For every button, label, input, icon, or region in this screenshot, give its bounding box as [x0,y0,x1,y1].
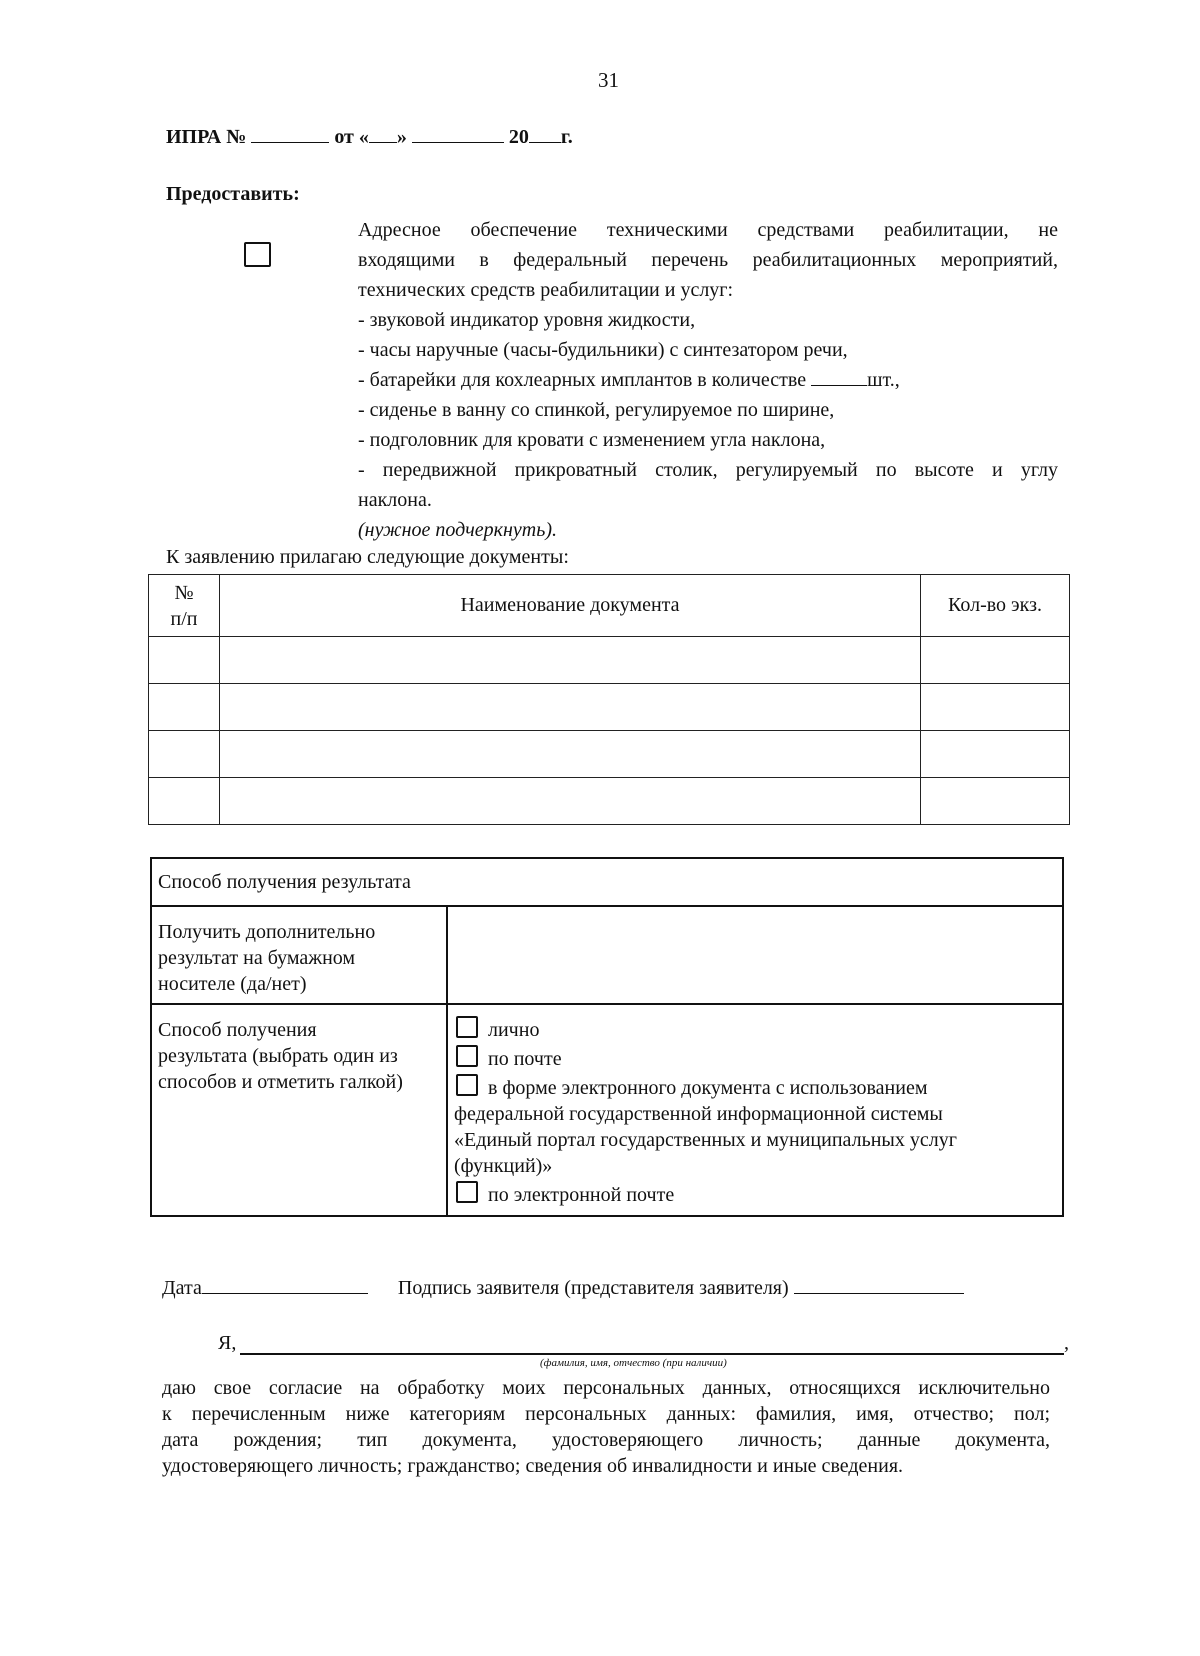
electronic-checkbox[interactable] [456,1074,478,1096]
provide-line: Адресное обеспечение техническими средствами реабилитации, не [358,219,1058,241]
provide-line: - сиденье в ванну со спинкой, регулируемое по ширине, [358,399,835,421]
consent-text [162,1375,1050,1479]
table-cell[interactable] [149,684,220,731]
electronic-option-line4: (функций)» [454,1155,553,1177]
table-row [149,731,1070,778]
method-label-line: способов и отметить галкой) [158,1071,403,1093]
provide-line: - звуковой индикатор уровня жидкости, [358,309,696,331]
table-cell[interactable] [220,778,921,825]
battery-unit: шт., [867,369,900,391]
provide-line: - часы наручные (часы-будильники) с синтезатором речи, [358,339,848,361]
provide-line: входящими в федеральный перечень реабилитационных мероприятий, [358,249,1058,271]
battery-quantity-field[interactable] [811,365,867,386]
electronic-option-line2: федеральной государственной информационной системы [454,1103,943,1125]
ipra-quote-close: » [396,126,407,148]
consent-line: даю свое согласие на обработку моих персональных данных, относящихся исключительно [162,1377,1050,1399]
electronic-option-line3: «Единый портал государственных и муниципальных услуг [454,1129,957,1151]
ipra-header [166,122,573,149]
provide-checkbox[interactable] [244,242,271,267]
col-count-header: Кол-во экз. [921,575,1070,637]
date-label: Дата [162,1277,202,1299]
table-row [149,778,1070,825]
documents-header-row [149,575,1070,637]
method-label-line: результата (выбрать один из [158,1045,398,1067]
electronic-option-line1: в форме электронного документа с использованием [488,1077,928,1099]
col-name-header: Наименование документа [220,575,921,637]
date-field[interactable] [202,1273,368,1294]
by-email-checkbox[interactable] [456,1181,478,1203]
provide-body [358,215,1058,545]
paper-label-line: результат на бумажном [158,947,356,969]
table-cell[interactable] [220,684,921,731]
result-table [150,857,1064,1217]
provide-line: технических средств реабилитации и услуг: [358,279,734,301]
paper-label-line: носителе (да/нет) [158,973,307,995]
ya-label: Я, [218,1332,237,1354]
consent-line: удостоверяющего личность; гражданство; сведения об инвалидности и иные сведения. [162,1455,904,1477]
documents-intro: К заявлению прилагаю следующие документы: [166,546,569,568]
battery-text: - батарейки для кохлеарных имплантов в количестве [358,369,807,391]
table-cell[interactable] [149,778,220,825]
table-cell[interactable] [921,731,1070,778]
consent-line: к перечисленным ниже категориям персональных данных: фамилия, имя, отчество; пол; [162,1403,1050,1425]
table-cell[interactable] [220,731,921,778]
table-cell[interactable] [149,637,220,684]
method-label [158,1017,403,1095]
col-num-header-line2: п/п [170,607,198,630]
result-title: Способ получения результата [158,871,411,893]
fio-comma: , [1064,1332,1069,1354]
table-row [149,684,1070,731]
ipra-year-field[interactable] [529,122,561,143]
personally-checkbox[interactable] [456,1016,478,1038]
battery-line [358,365,1058,395]
method-label-line: Способ получения [158,1019,317,1041]
provide-title: Предоставить: [166,183,300,205]
ipra-year-suffix: г. [560,126,573,148]
by-mail-option: по почте [488,1048,562,1070]
col-num-header-line1: № [174,581,194,604]
provide-line: - подголовник для кровати с изменением угла наклона, [358,429,826,451]
table-cell[interactable] [220,637,921,684]
provide-line: - передвижной прикроватный столик, регулируемый по высоте и углу [358,459,1058,481]
ipra-number-field[interactable] [251,122,329,143]
consent-line: дата рождения; тип документа, удостоверяющего личность; данные документа, [162,1429,1050,1451]
ipra-ot-label: от « [334,126,369,148]
page-number: 31 [598,68,619,92]
signature-label: Подпись заявителя (представителя заявителя) [397,1277,789,1299]
date-signature-line [162,1273,964,1300]
signature-field[interactable] [794,1273,964,1294]
ipra-day-field[interactable] [369,122,397,143]
fio-caption: (фамилия, имя, отчество (при наличии) [540,1357,727,1369]
by-email-option: по электронной почте [488,1184,675,1206]
ipra-label: ИПРА № [166,126,247,148]
by-mail-checkbox[interactable] [456,1045,478,1067]
documents-table [148,574,1070,825]
personally-option: лично [488,1019,540,1041]
paper-label-line: Получить дополнительно [158,921,376,943]
table-cell[interactable] [921,778,1070,825]
table-cell[interactable] [921,637,1070,684]
table-row [149,637,1070,684]
table-cell[interactable] [921,684,1070,731]
paper-result-label [158,919,375,997]
ipra-year-prefix: 20 [508,126,529,148]
paper-result-answer-field[interactable] [450,909,1056,999]
provide-line: наклона. [358,489,432,511]
underline-note: (нужное подчеркнуть). [358,519,557,541]
ipra-month-field[interactable] [412,122,504,143]
fio-field[interactable] [240,1353,1064,1355]
col-num-header [149,575,220,637]
table-cell[interactable] [149,731,220,778]
